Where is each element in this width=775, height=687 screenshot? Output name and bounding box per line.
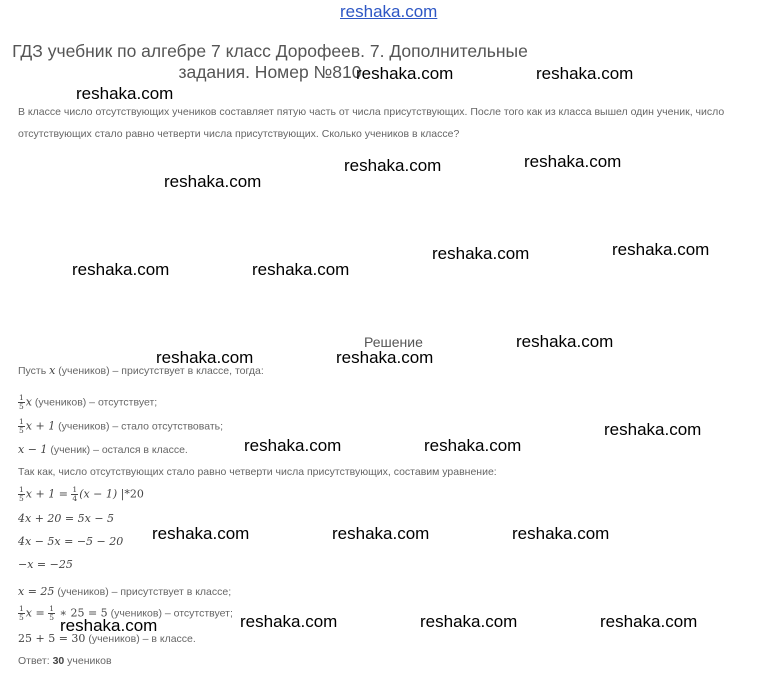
result-total: 25 + 5 = 30 (учеников) – в классе. [18,632,196,645]
watermark: reshaka.com [156,348,254,367]
watermark: reshaka.com [600,612,698,631]
solution-line-remaining: x − 1 (ученик) – остался в классе. [18,443,188,456]
equation-2: 4x + 20 = 5x − 5 [18,512,115,525]
watermark: reshaka.com [252,260,350,279]
watermark: reshaka.com [512,524,610,543]
watermark: reshaka.com [60,616,158,635]
page-title: ГДЗ учебник по алгебре 7 класс Дорофеев. 7. Дополнительные задания. Номер №810 [12,41,528,82]
solution-line-became-absent: $\frac{1}{5}$ x + 1 (учеников) – стало отсутствовать; [19,417,224,435]
solution-line-absent: $\frac{1}{5}$ x (учеников) – отсутствует; [19,393,158,411]
watermark: reshaka.com [344,156,442,175]
watermark: reshaka.com [604,420,702,439]
watermark: reshaka.com [536,64,634,83]
result-present: x = 25 (учеников) – присутствует в классе; [18,585,232,598]
answer: Ответ: 30 учеников [18,655,112,667]
watermark: reshaka.com [524,152,622,171]
watermark: reshaka.com [164,172,262,191]
watermark: reshaka.com [432,244,530,263]
watermark: reshaka.com [240,612,338,631]
equation-1: $\frac{1}{5}$ x + 1 = $\frac{1}{4}$ (x − 1) |*20 [19,485,144,503]
equation-3: 4x − 5x = −5 − 20 [18,535,124,548]
watermark: reshaka.com [424,436,522,455]
watermark: reshaka.com [336,348,434,367]
watermark: reshaka.com [244,436,342,455]
watermark: reshaka.com [332,524,430,543]
site-link[interactable]: reshaka.com [340,2,438,21]
watermark: reshaka.com [72,260,170,279]
watermark: reshaka.com [356,64,454,83]
solution-heading: Решение [364,334,423,350]
task-text: В классе число отсутствующих учеников составляет пятую часть от числа присутствующих. После того как из класса вышел один ученик, число отсутствующих стало равно четверти числа присутствующих. Сколько учеников в классе? [18,106,725,140]
equation-4: −x = −25 [18,558,73,571]
solution-intro: Пусть x (учеников) – присутствует в классе, тогда: [18,364,264,377]
solution-line-equation-intro: Так как, число отсутствующих стало равно четверти числа присутствующих, составим уравнение: [18,466,497,478]
watermark: reshaka.com [516,332,614,351]
watermark: reshaka.com [420,612,518,631]
watermark: reshaka.com [76,84,174,103]
result-absent: $\frac{1}{5}$ x = $\frac{1}{5}$ ∗ 25 = 5 (учеников) – отсутствует; [19,604,233,622]
watermark: reshaka.com [152,524,250,543]
watermark: reshaka.com [612,240,710,259]
